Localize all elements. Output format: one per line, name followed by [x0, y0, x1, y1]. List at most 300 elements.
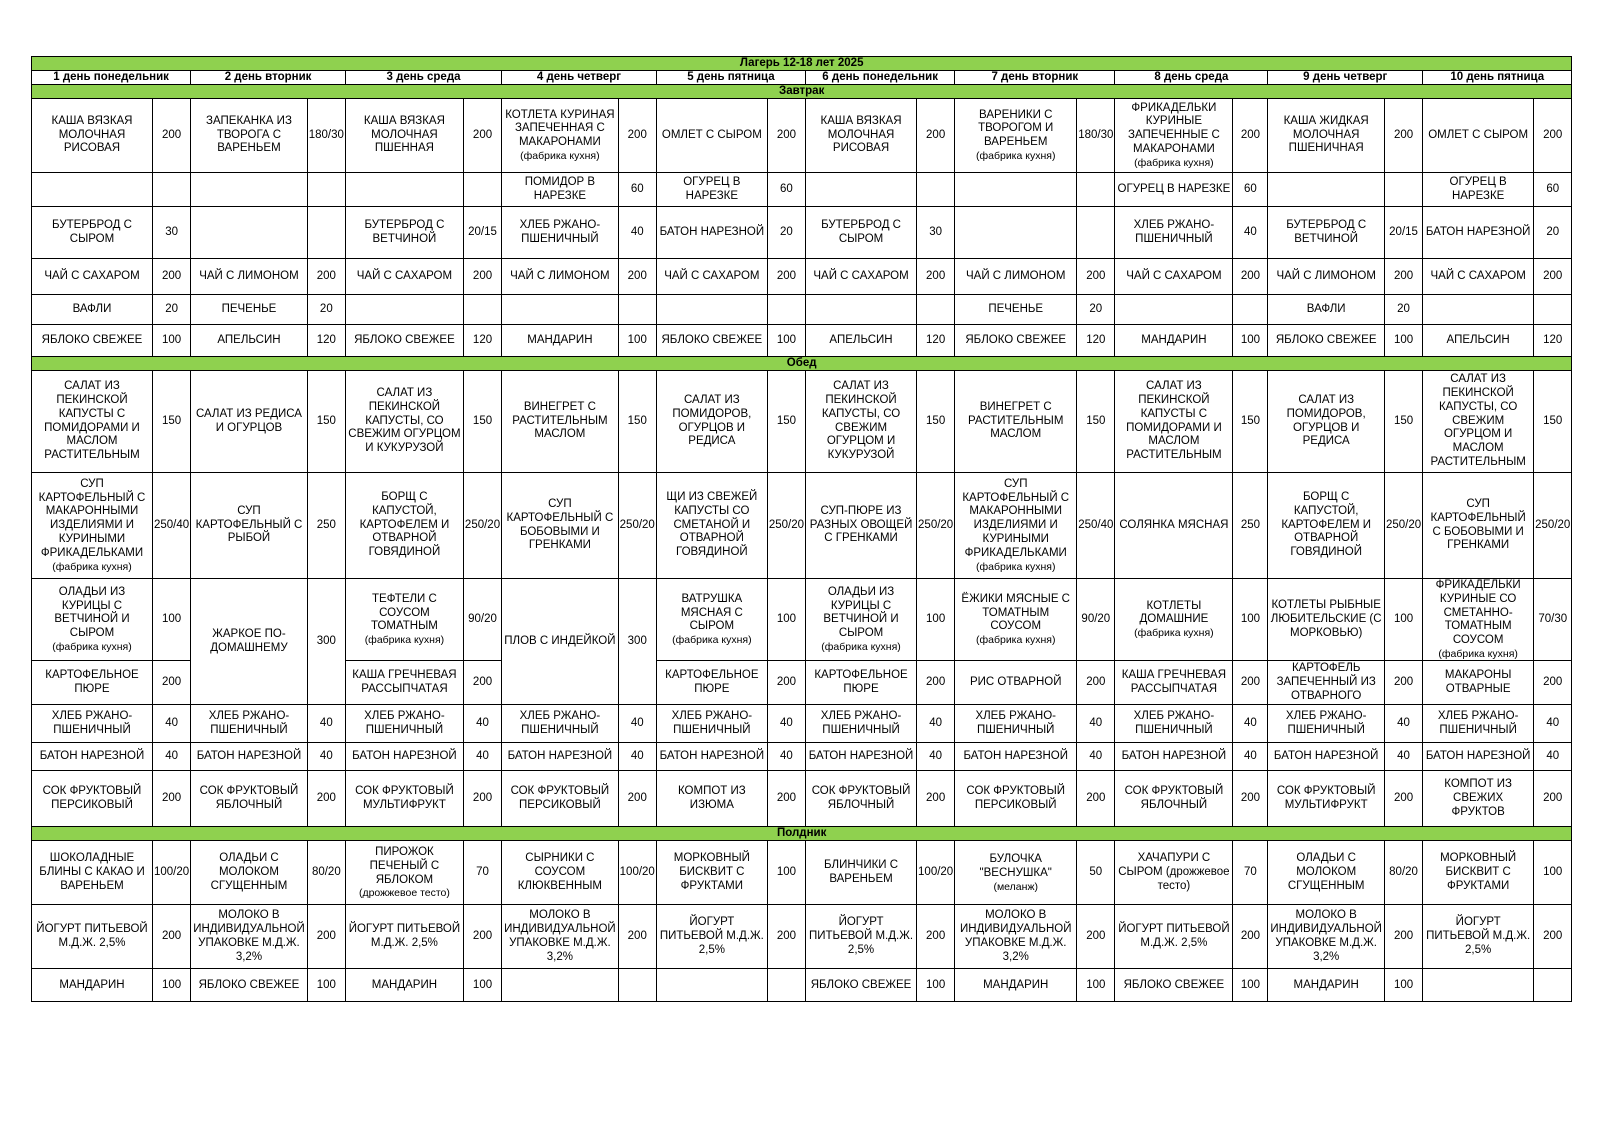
dish-text: СУП КАРТОФЕЛЬНЫЙ С БОБОВЫМИ И ГРЕНКАМИ	[506, 497, 614, 552]
dish-weight: 200	[917, 661, 955, 705]
dish-text: ХЛЕБ РЖАНО-ПШЕНИЧНЫЙ	[1133, 710, 1215, 736]
dish-name	[1115, 371, 1233, 473]
dish-name	[345, 371, 463, 473]
dish-text: БУТЕРБРОД С СЫРОМ	[821, 218, 901, 245]
table-row	[32, 771, 1572, 827]
dish-name	[1268, 295, 1385, 325]
dish-text: ОГУРЕЦ В НАРЕЗКЕ	[683, 175, 741, 202]
day-header: 5 день пятница	[656, 71, 805, 85]
dish-name	[1268, 579, 1385, 661]
dish-weight: 100	[1077, 969, 1115, 1002]
dish-weight: 120	[463, 325, 501, 357]
dish-text: СЫРНИКИ С СОУСОМ КЛЮКВЕННЫМ	[517, 852, 603, 892]
dish-text: КАША ВЯЗКАЯ МОЛОЧНАЯ ПШЕННАЯ	[363, 114, 445, 155]
dish-weight: 150	[618, 371, 656, 473]
dish-note: (меланж)	[993, 880, 1038, 893]
dish-weight: 40	[1233, 743, 1268, 771]
dish-text: КОТЛЕТА КУРИНАЯ ЗАПЕЧЕННАЯ С МАКАРОНАМИ	[505, 108, 615, 149]
dish-text: МОРКОВНЫЙ БИСКВИТ С ФРУКТАМИ	[1440, 852, 1517, 892]
dish-weight: 200	[1233, 259, 1268, 295]
dish-name	[1268, 371, 1385, 473]
dish-text: МАНДАРИН	[983, 978, 1049, 991]
dish-text: ЧАЙ С ЛИМОНОМ	[199, 269, 299, 282]
dish-weight: 180/30	[307, 99, 345, 173]
dish-name	[1268, 325, 1385, 357]
dish-text: КАРТОФЕЛЬНОЕ ПЮРЕ	[45, 669, 139, 695]
dish-name	[32, 743, 153, 771]
dish-name	[345, 295, 463, 325]
dish-name	[806, 173, 917, 207]
dish-name	[502, 969, 619, 1002]
dish-name	[656, 841, 767, 905]
day-header: 1 день понедельник	[32, 71, 191, 85]
dish-text: СУП КАРТОФЕЛЬНЫЙ С МАКАРОННЫМИ ИЗДЕЛИЯМИ И КУРИНЫМИ ФРИКАДЕЛЬКАМИ	[38, 477, 146, 559]
dish-name	[191, 259, 308, 295]
dish-name	[32, 771, 153, 827]
dish-text: БАТОН НАРЕЗНОЙ	[808, 750, 914, 763]
dish-text: СОК ФРУКТОВЫЙ ЯБЛОЧНЫЙ	[811, 785, 911, 811]
dish-name	[955, 841, 1077, 905]
dish-weight: 200	[1534, 99, 1572, 173]
dish-text: САЛАТ ИЗ ПЕКИНСКОЙ КАПУСТЫ, СО СВЕЖИМ ОГУРЦОМ И МАСЛОМ РАСТИТЕЛЬНЫМ	[1430, 373, 1526, 468]
dish-name	[1115, 771, 1233, 827]
dish-name	[1268, 259, 1385, 295]
dish-weight: 200	[917, 259, 955, 295]
dish-text: АПЕЛЬСИН	[217, 333, 281, 346]
dish-name	[955, 173, 1077, 207]
dish-name	[806, 579, 917, 661]
dish-name	[955, 743, 1077, 771]
dish-weight: 60	[1233, 173, 1268, 207]
dish-text: ФРИКАДЕЛЬКИ КУРИНЫЕ ЗАПЕЧЕННЫЕ С МАКАРОНАМИ	[1128, 101, 1220, 156]
dish-weight: 200	[153, 99, 191, 173]
dish-name	[955, 473, 1077, 579]
dish-weight: 200	[153, 259, 191, 295]
dish-weight: 40	[463, 743, 501, 771]
table-row	[32, 325, 1572, 357]
dish-name	[1423, 173, 1534, 207]
dish-name	[1423, 295, 1534, 325]
dish-weight: 100	[1384, 325, 1422, 357]
dish-name	[1423, 325, 1534, 357]
dish-note: (фабрика кухня)	[975, 149, 1056, 162]
dish-text: ЯБЛОКО СВЕЖЕЕ	[965, 333, 1067, 346]
dish-name	[1268, 841, 1385, 905]
dish-name	[345, 905, 463, 969]
dish-text: ЯБЛОКО СВЕЖЕЕ	[1275, 333, 1377, 346]
dish-text: БАТОН НАРЕЗНОЙ	[1425, 750, 1531, 763]
dish-weight	[1534, 969, 1572, 1002]
dish-text: ЧАЙ С САХАРОМ	[813, 269, 909, 282]
dish-text: САЛАТ ИЗ ПОМИДОРОВ, ОГУРЦОВ И РЕДИСА	[672, 393, 752, 448]
dish-weight	[767, 969, 805, 1002]
dish-name	[32, 207, 153, 259]
dish-weight: 200	[1077, 259, 1115, 295]
dish-text: БАТОН НАРЕЗНОЙ	[1425, 225, 1531, 238]
dish-weight: 200	[307, 259, 345, 295]
dish-weight	[307, 207, 345, 259]
dish-name	[955, 295, 1077, 325]
dish-name	[1423, 905, 1534, 969]
table-row	[32, 579, 1572, 661]
dish-weight: 200	[153, 905, 191, 969]
dish-text: ЙОГУРТ ПИТЬЕВОЙ М.Д.Ж. 2,5%	[809, 916, 914, 956]
dish-name	[502, 99, 619, 173]
dish-text: МАНДАРИН	[527, 333, 593, 346]
dish-name	[502, 295, 619, 325]
dish-weight: 100	[153, 325, 191, 357]
dish-name	[1268, 661, 1385, 705]
dish-weight: 200	[463, 771, 501, 827]
dish-note: (фабрика кухня)	[520, 149, 600, 162]
dish-text: БУТЕРБРОД С ВЕТЧИНОЙ	[1286, 218, 1367, 245]
dish-text: ОГУРЕЦ В НАРЕЗКЕ	[1117, 182, 1231, 195]
dish-note: (фабрика кухня)	[1438, 647, 1518, 660]
dish-weight: 150	[153, 371, 191, 473]
dish-name	[656, 325, 767, 357]
dish-weight: 120	[307, 325, 345, 357]
dish-weight: 200	[1077, 771, 1115, 827]
dish-name	[32, 473, 153, 579]
dish-text: СОЛЯНКА МЯСНАЯ	[1119, 518, 1229, 531]
table-row	[32, 905, 1572, 969]
dish-weight: 200	[1077, 661, 1115, 705]
dish-weight: 30	[153, 207, 191, 259]
dish-name	[502, 173, 619, 207]
dish-weight	[1384, 173, 1422, 207]
dish-text: ЧАЙ С САХАРОМ	[356, 269, 453, 282]
dish-weight: 250/40	[1077, 473, 1115, 579]
dish-name	[191, 173, 308, 207]
dish-note: (дрожжевое тесто)	[358, 887, 450, 900]
dish-weight	[1233, 295, 1268, 325]
dish-name	[955, 99, 1077, 173]
dish-weight	[767, 295, 805, 325]
table-row	[32, 841, 1572, 905]
dish-name	[191, 473, 308, 579]
dish-note: (фабрика кухня)	[52, 641, 132, 654]
dish-weight: 40	[153, 705, 191, 743]
dish-text: СУП КАРТОФЕЛЬНЫЙ С РЫБОЙ	[195, 504, 303, 545]
dish-name	[191, 99, 308, 173]
dish-name	[806, 259, 917, 295]
dish-name	[1268, 905, 1385, 969]
dish-weight: 40	[618, 705, 656, 743]
dish-text: ЧАЙ С ЛИМОНОМ	[510, 269, 610, 282]
dish-name	[806, 473, 917, 579]
dish-text: САЛАТ ИЗ ПЕКИНСКОЙ КАПУСТЫ С ПОМИДОРАМИ И МАСЛОМ РАСТИТЕЛЬНЫМ	[1126, 380, 1222, 462]
dish-text: ХЛЕБ РЖАНО-ПШЕНИЧНЫЙ	[1285, 710, 1367, 736]
dish-text: ПЕЧЕНЬЕ	[988, 302, 1044, 315]
dish-text: БАТОН НАРЕЗНОЙ	[659, 750, 765, 763]
dish-weight: 40	[1077, 705, 1115, 743]
dish-name	[32, 969, 153, 1002]
dish-weight: 80/20	[307, 841, 345, 905]
dish-name	[1115, 969, 1233, 1002]
dish-name	[1115, 705, 1233, 743]
dish-name	[806, 661, 917, 705]
dish-weight: 250/20	[1384, 473, 1422, 579]
dish-name	[656, 579, 767, 661]
dish-weight	[153, 173, 191, 207]
dish-text: ОЛАДЬИ ИЗ КУРИЦЫ С ВЕТЧИНОЙ И СЫРОМ	[54, 585, 130, 640]
dish-name	[32, 259, 153, 295]
dish-name	[806, 905, 917, 969]
day-header: 7 день вторник	[955, 71, 1115, 85]
dish-weight: 200	[1384, 259, 1422, 295]
dish-text: ХЛЕБ РЖАНО-ПШЕНИЧНЫЙ	[208, 710, 290, 736]
dish-weight: 70	[463, 841, 501, 905]
dish-text: ЯБЛОКО СВЕЖЕЕ	[354, 333, 455, 346]
dish-text: БУЛОЧКА "ВЕСНУШКА"	[979, 852, 1052, 879]
dish-weight: 180/30	[1077, 99, 1115, 173]
dish-name	[1268, 99, 1385, 173]
dish-text: ХЛЕБ РЖАНО-ПШЕНИЧНЫЙ	[519, 710, 601, 736]
dish-text: КАША ЖИДКАЯ МОЛОЧНАЯ ПШЕНИЧНАЯ	[1283, 114, 1369, 155]
dish-name	[191, 371, 308, 473]
dish-weight: 200	[1233, 771, 1268, 827]
dish-name	[502, 579, 619, 705]
dish-name	[502, 325, 619, 357]
dish-weight: 250/20	[1534, 473, 1572, 579]
dish-text: БАТОН НАРЕЗНОЙ	[963, 750, 1068, 763]
dish-text: ЁЖИКИ МЯСНЫЕ С ТОМАТНЫМ СОУСОМ	[961, 592, 1070, 633]
dish-weight: 40	[917, 743, 955, 771]
dish-text: ПЕЧЕНЬЕ	[221, 302, 277, 315]
dish-weight: 100/20	[917, 841, 955, 905]
dish-name	[502, 207, 619, 259]
dish-name	[32, 295, 153, 325]
dish-weight: 80/20	[1384, 841, 1422, 905]
table-row	[32, 969, 1572, 1002]
dish-text: БАТОН НАРЕЗНОЙ	[196, 750, 302, 763]
dish-weight: 20	[767, 207, 805, 259]
dish-weight: 120	[1077, 325, 1115, 357]
dish-weight: 200	[1077, 905, 1115, 969]
dish-name	[1423, 705, 1534, 743]
dish-weight: 20/15	[1384, 207, 1422, 259]
dish-text: ХЛЕБ РЖАНО-ПШЕНИЧНЫЙ	[975, 710, 1056, 736]
dish-weight: 250/20	[463, 473, 501, 579]
dish-text: ЯБЛОКО СВЕЖЕЕ	[198, 978, 300, 991]
dish-text: КОМПОТ ИЗ СВЕЖИХ ФРУКТОВ	[1444, 778, 1513, 818]
dish-weight: 40	[1077, 743, 1115, 771]
dish-text: МАКАРОНЫ ОТВАРНЫЕ	[1444, 669, 1512, 695]
dish-note: (фабрика кухня)	[1134, 156, 1214, 169]
dish-weight: 70/30	[1534, 579, 1572, 661]
dish-name	[191, 295, 308, 325]
dish-name	[1115, 841, 1233, 905]
dish-text: БОРЩ С КАПУСТОЙ, КАРТОФЕЛЕМ И ОТВАРНОЙ ГОВЯДИНОЙ	[1281, 491, 1371, 559]
dish-name	[345, 259, 463, 295]
dish-name	[345, 207, 463, 259]
dish-text: ШОКОЛАДНЫЕ БЛИНЫ С КАКАО И ВАРЕНЬЕМ	[39, 852, 145, 892]
dish-weight: 200	[1534, 661, 1572, 705]
dish-weight: 150	[1534, 371, 1572, 473]
dish-name	[955, 705, 1077, 743]
dish-text: ХЛЕБ РЖАНО-ПШЕНИЧНЫЙ	[364, 710, 445, 736]
dish-name	[32, 579, 153, 661]
dish-name	[502, 743, 619, 771]
dish-name	[1423, 579, 1534, 661]
dish-weight: 300	[307, 579, 345, 705]
section-header: Полдник	[32, 827, 1572, 841]
dish-name	[1423, 771, 1534, 827]
dish-weight: 100	[463, 969, 501, 1002]
table-row	[32, 705, 1572, 743]
dish-weight	[1077, 173, 1115, 207]
dish-weight: 40	[463, 705, 501, 743]
dish-name	[345, 705, 463, 743]
dish-text: ВАТРУШКА МЯСНАЯ С СЫРОМ	[680, 592, 743, 633]
section-header: Обед	[32, 357, 1572, 371]
dish-text: ЧАЙ С ЛИМОНОМ	[965, 269, 1066, 282]
day-header: 9 день четверг	[1268, 71, 1423, 85]
dish-name	[502, 841, 619, 905]
dish-name	[502, 771, 619, 827]
dish-name	[806, 771, 917, 827]
dish-name	[191, 579, 308, 705]
dish-text: МОРКОВНЫЙ БИСКВИТ С ФРУКТАМИ	[673, 852, 750, 892]
dish-text: МАНДАРИН	[371, 978, 438, 991]
dish-name	[32, 371, 153, 473]
sheet-title: Лагерь 12-18 лет 2025	[32, 57, 1572, 71]
dish-name	[955, 325, 1077, 357]
dish-weight: 40	[1384, 705, 1422, 743]
dish-text: САЛАТ ИЗ ПОМИДОРОВ, ОГУРЦОВ И РЕДИСА	[1286, 393, 1366, 448]
dish-weight: 200	[1534, 771, 1572, 827]
dish-weight: 200	[917, 771, 955, 827]
dish-note: (фабрика кухня)	[975, 634, 1056, 647]
dish-name	[955, 969, 1077, 1002]
dish-weight	[1077, 207, 1115, 259]
dish-name	[806, 207, 917, 259]
dish-text: ХЛЕБ РЖАНО-ПШЕНИЧНЫЙ	[820, 710, 902, 736]
dish-name	[955, 207, 1077, 259]
dish-name	[656, 371, 767, 473]
day-header: 10 день пятница	[1423, 71, 1572, 85]
dish-name	[1423, 969, 1534, 1002]
dish-weight: 200	[1233, 905, 1268, 969]
dish-name	[806, 705, 917, 743]
dish-name	[955, 905, 1077, 969]
dish-text: ВИНЕГРЕТ С РАСТИТЕЛЬНЫМ МАСЛОМ	[968, 400, 1064, 441]
dish-text: МАНДАРИН	[1293, 978, 1359, 991]
dish-text: КОТЛЕТЫ РЫБНЫЕ ЛЮБИТЕЛЬСКИЕ (С МОРКОВЬЮ)	[1270, 599, 1382, 639]
dish-name	[502, 705, 619, 743]
dish-text: КАША ВЯЗКАЯ МОЛОЧНАЯ РИСОВАЯ	[51, 114, 133, 155]
dish-weight: 200	[767, 661, 805, 705]
dish-text: ХЛЕБ РЖАНО-ПШЕНИЧНЫЙ	[51, 710, 133, 736]
dish-weight: 200	[767, 905, 805, 969]
dish-weight: 200	[153, 661, 191, 705]
dish-name	[1115, 661, 1233, 705]
dish-weight: 20	[1077, 295, 1115, 325]
dish-text: БУТЕРБРОД С СЫРОМ	[52, 218, 132, 245]
day-header: 8 день среда	[1115, 71, 1268, 85]
dish-name	[32, 661, 153, 705]
dish-text: БАТОН НАРЕЗНОЙ	[352, 750, 457, 763]
day-header: 6 день понедельник	[806, 71, 955, 85]
dish-name	[806, 99, 917, 173]
table-row	[32, 99, 1572, 173]
dish-name	[806, 743, 917, 771]
dish-weight: 70	[1233, 841, 1268, 905]
dish-note: (фабрика кухня)	[672, 634, 752, 647]
dish-name	[1423, 259, 1534, 295]
dish-name	[32, 325, 153, 357]
dish-text: ВАРЕНИКИ С ТВОРОГОМ И ВАРЕНЬЕМ	[978, 108, 1054, 149]
dish-text: ТЕФТЕЛИ С СОУСОМ ТОМАТНЫМ	[370, 592, 438, 633]
dish-text: СУП-ПЮРЕ ИЗ РАЗНЫХ ОВОЩЕЙ С ГРЕНКАМИ	[809, 504, 913, 545]
dish-name	[1268, 771, 1385, 827]
dish-text: ЧАЙ С САХАРОМ	[44, 269, 140, 282]
table-row	[32, 259, 1572, 295]
section-header: Завтрак	[32, 85, 1572, 99]
dish-text: ХАЧАПУРИ С СЫРОМ (дрожжевое тесто)	[1118, 852, 1230, 892]
dish-weight: 150	[1384, 371, 1422, 473]
menu-table	[31, 56, 1572, 1002]
dish-weight: 200	[463, 905, 501, 969]
dish-weight: 100	[917, 579, 955, 661]
dish-name	[955, 259, 1077, 295]
dish-text: ЖАРКОЕ ПО-ДОМАШНЕМУ	[210, 627, 288, 654]
dish-name	[191, 905, 308, 969]
dish-name	[955, 771, 1077, 827]
dish-text: БАТОН НАРЕЗНОЙ	[39, 750, 145, 763]
dish-name	[32, 905, 153, 969]
dish-name	[1115, 743, 1233, 771]
dish-weight: 150	[1077, 371, 1115, 473]
dish-text: АПЕЛЬСИН	[1446, 333, 1510, 346]
day-header: 4 день четверг	[502, 71, 657, 85]
dish-weight: 200	[767, 771, 805, 827]
table-row	[32, 743, 1572, 771]
dish-text: БАТОН НАРЕЗНОЙ	[659, 225, 765, 238]
dish-text: ЙОГУРТ ПИТЬЕВОЙ М.Д.Ж. 2,5%	[659, 916, 764, 956]
dish-weight: 20	[1384, 295, 1422, 325]
dish-note: (фабрика кухня)	[52, 560, 132, 573]
dish-text: ОМЛЕТ С СЫРОМ	[661, 128, 762, 141]
dish-text: СОК ФРУКТОВЫЙ ПЕРСИКОВЫЙ	[966, 785, 1066, 811]
dish-text: МОЛОКО В ИНДИВИДУАЛЬНОЙ УПАКОВКЕ М.Д.Ж. 3,2%	[504, 909, 616, 963]
dish-weight: 100	[767, 579, 805, 661]
dish-weight: 40	[917, 705, 955, 743]
dish-weight: 90/20	[463, 579, 501, 661]
dish-weight: 40	[307, 705, 345, 743]
dish-weight	[618, 295, 656, 325]
table-row	[32, 295, 1572, 325]
dish-text: ВАФЛИ	[1306, 302, 1346, 315]
dish-weight: 20	[1534, 207, 1572, 259]
dish-weight: 20	[153, 295, 191, 325]
dish-text: ЙОГУРТ ПИТЬЕВОЙ М.Д.Ж. 2,5%	[1426, 916, 1531, 956]
dish-note: (фабрика кухня)	[364, 634, 445, 647]
dish-weight: 150	[767, 371, 805, 473]
table-row	[32, 173, 1572, 207]
dish-weight: 150	[307, 371, 345, 473]
dish-text: ЙОГУРТ ПИТЬЕВОЙ М.Д.Ж. 2,5%	[348, 923, 461, 949]
dish-weight: 200	[307, 771, 345, 827]
dish-weight: 250/20	[618, 473, 656, 579]
dish-text: СОК ФРУКТОВЫЙ МУЛЬТИФРУКТ	[1276, 785, 1376, 811]
dish-weight: 40	[1233, 705, 1268, 743]
dish-text: БАТОН НАРЕЗНОЙ	[507, 750, 613, 763]
dish-name	[1423, 743, 1534, 771]
table-row	[32, 473, 1572, 579]
dish-weight: 100	[767, 841, 805, 905]
dish-name	[502, 259, 619, 295]
